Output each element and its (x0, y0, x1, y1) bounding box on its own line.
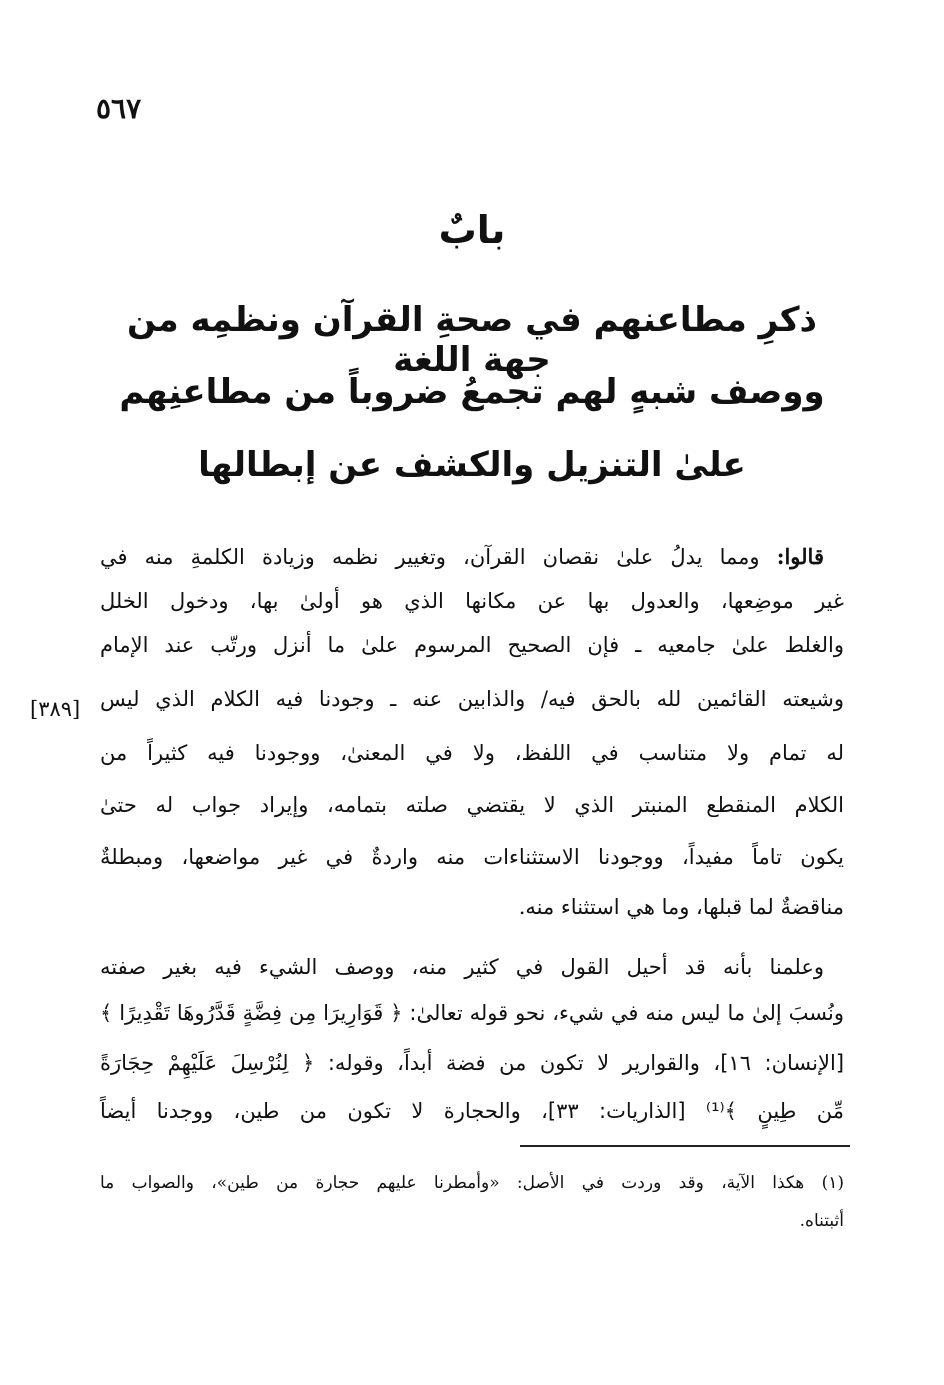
paragraph-line-quran: ونُسبَ إلىٰ ما ليس منه في شيء، نحو قوله تعالىٰ: ﴿ قَوَارِيرَا مِن فِضَّةٍ قَدَّرُوهَا تَقْدِيرًا ﴾ (100, 1001, 844, 1025)
footnote-line: (١) هكذا الآية، وقد وردت في الأصل: «وأمطرنا عليهم حجارة من طين»، والصواب ما (100, 1173, 844, 1193)
chapter-title-line-1: ذكرِ مطاعنهم في صحةِ القرآن ونظمِه من جهة اللغة (127, 300, 817, 380)
footnote-separator (520, 1145, 850, 1147)
chapter-label: بابٌ (438, 208, 506, 252)
paragraph-line: يكون تاماً مفيداً، ووجودنا الاستثناءات منه واردةٌ في غير مواضعها، ومبطلةٌ (100, 845, 844, 869)
chapter-title-line-2: ووصف شبهٍ لهم تجمعُ ضروباً من مطاعنِهم (119, 372, 825, 412)
paragraph-line (100, 538, 824, 576)
lead-word: قالوا: (776, 544, 824, 569)
paragraph-line-quran: [الإنسان: ١٦]، والقوارير لا تكون من فضة أبداً، وقوله: ﴿ لِنُرْسِلَ عَلَيْهِمْ حِجَارَةً (100, 1051, 845, 1075)
paragraph-line: وعلمنا بأنه قد أحيل القول في كثير منه، ووصف الشيء فيه بغير صفته (100, 955, 824, 979)
paragraph-line: غير موضِعها، والعدول بها عن مكانها الذي هو أولىٰ بها، ودخول الخلل (100, 589, 844, 613)
manuscript-page-reference: [٣٨٩] (30, 697, 81, 721)
line-text: ومما يدلُ علىٰ نقصان القرآن، وتغيير نظمه وزيادة الكلمةِ منه في (100, 545, 760, 569)
paragraph-line: مناقضةٌ لما قبلها، وما هي استثناء منه. (518, 895, 844, 919)
paragraph-line: والغلط علىٰ جامعيه ـ فإن الصحيح المرسوم علىٰ ما أنزل ورتّب عند الإمام (100, 633, 844, 657)
chapter-title-line-3: علىٰ التنزيل والكشف عن إبطالها (198, 445, 746, 485)
footnote-line: أثبتناه. (799, 1211, 844, 1231)
paragraph-line: له تمام ولا متناسب في اللفظ، ولا في المعنىٰ، ووجودنا فيه كثيراً من (100, 741, 844, 765)
paragraph-line-quran: مِّن طِينٍ ﴾⁽¹⁾ [الذاريات: ٣٣]، والحجارة لا تكون من طين، ووجدنا أيضاً (100, 1099, 844, 1123)
paragraph-line: الكلام المنقطع المنبتر الذي لا يقتضي صلته بتمامه، وإيراد جواب له حتىٰ (100, 793, 844, 817)
paragraph-line: وشيعته القائمين لله بالحق فيه/ والذابين عنه ـ وجودنا فيه الكلام الذي ليس (100, 687, 844, 711)
page-number: ٥٦٧ (96, 92, 142, 125)
